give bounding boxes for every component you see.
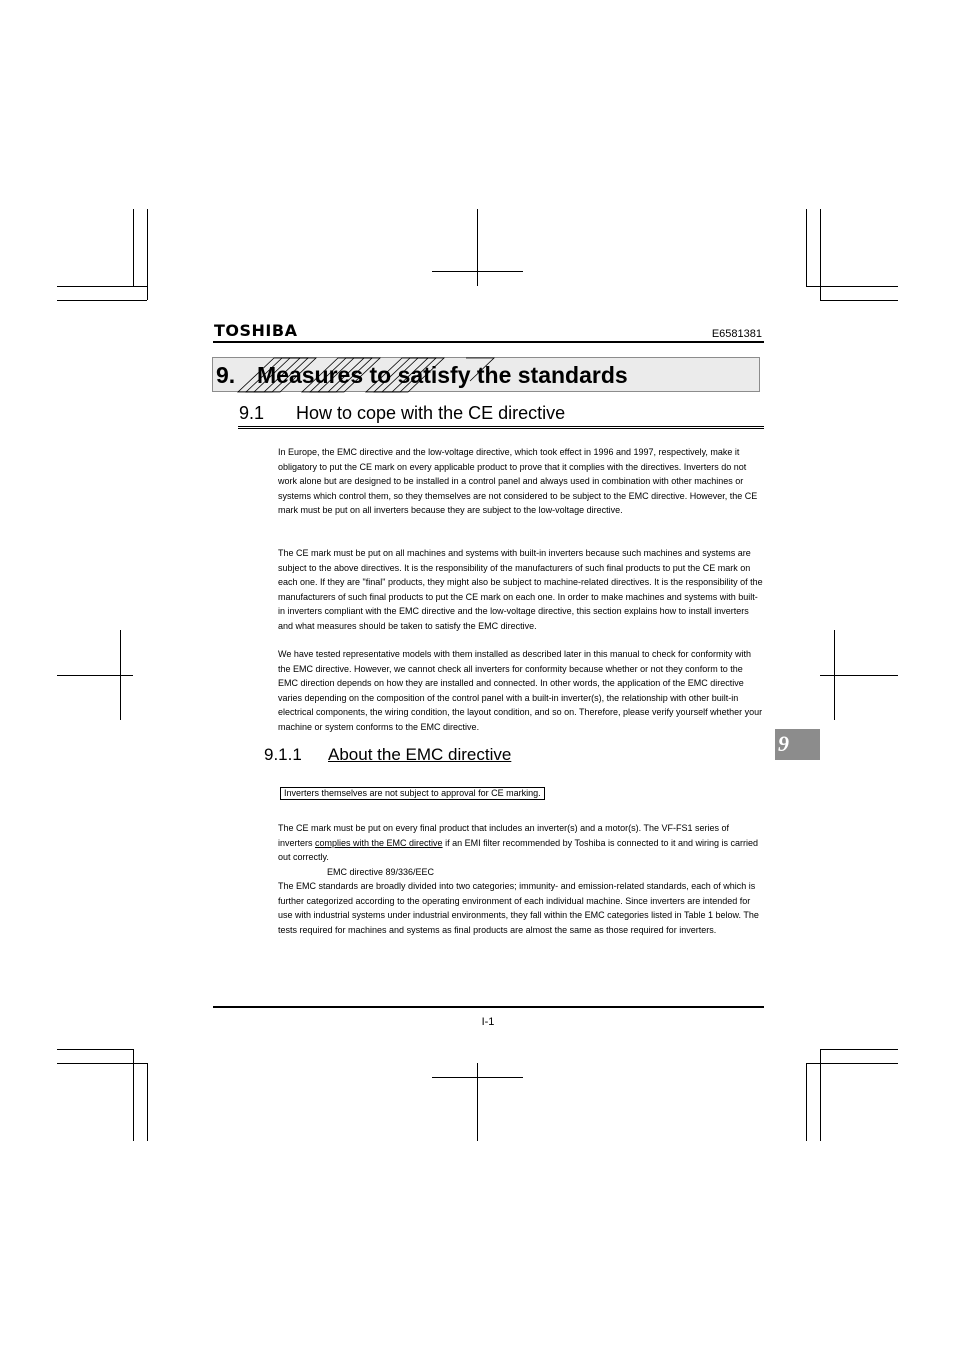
subsection-number: 9.1.1: [264, 745, 302, 764]
section-title: [239, 401, 565, 425]
intro-paragraph-3: We have tested representative models with them installed as described later in this manual to check for conformity with the EMC directive. However, we cannot check all inverters for conformity because whether or not they conform to the EMC direction depends on how they are installed and connected. In other words, the application of the EMC directive varies depending on the composition of the control panel with a built-in inverter(s), the relationship with other built-in electrical components, the wiring condition, the layout condition, and so on. Therefore, please verify yourself whether your machine or system conforms to the EMC directive.: [278, 649, 763, 732]
subsection-title-text: About the EMC directive: [328, 745, 512, 764]
header-rule: [213, 341, 764, 343]
section-title-text: How to cope with the CE directive: [296, 403, 566, 423]
emc-compliance-underlined: complies with the EMC directive: [315, 837, 443, 848]
chapter-title: [216, 360, 628, 390]
emc-text-before: The CE mark must be put on every final product that includes an inverter(s) and a motor(s). The VF-FS1 series of inverters: [278, 823, 730, 848]
note-box: Inverters themselves are not subject to approval for CE marking.: [280, 787, 545, 800]
toshiba-logo: TOSHIBA: [214, 321, 298, 340]
intro-paragraph-2: The CE mark must be put on all machines and systems with built-in inverters because such machines and systems are subject to the above directives. It is the responsibility of the manufacturers of such final products to put the CE mark on each one. If they are "final" products, they might also be subject to machine-related directives. It is the responsibility of the manufacturers of such final products to put the CE mark on each one. In order to make machines and systems with built-in inverters compliant with the EMC directive and the low-voltage directive, this section explains how to install inverters and what measures should be taken to satisfy the EMC directive.: [278, 548, 763, 631]
section-rule: [238, 428, 764, 429]
emc-text-after: if an EMI filter recommended by Toshiba is connected to it and wiring is carried out correctly.: [278, 837, 759, 862]
emc-paragraph: [278, 821, 764, 937]
footer-rule: [213, 1006, 764, 1008]
document-number: E6581381: [711, 328, 762, 340]
chapter-tab: 9: [775, 729, 820, 760]
section-number: 9.1: [239, 403, 265, 423]
chapter-title-text: Measures to satisfy the standards: [257, 362, 628, 388]
chapter-number: 9.: [216, 362, 236, 388]
emc-directive-line: EMC directive 89/336/EEC: [327, 866, 435, 877]
subsection-title: [264, 744, 511, 766]
section-rule: [238, 426, 764, 427]
emc-continuation: The EMC standards are broadly divided into two categories; immunity- and emission-related standards, each of which is further categorized according to the operating environment of each individual machine. Since inverters are intended for use with industrial systems under industrial environments, they fall within the EMC categories listed in Table 1 below. The tests required for machines and systems as final products are almost the same as those required for inverters.: [278, 881, 759, 935]
page-number: I-1: [481, 1016, 495, 1028]
intro-paragraph-1: In Europe, the EMC directive and the low-voltage directive, which took effect in 1996 and 1997, respectively, make it obligatory to put the CE mark on every applicable product to prove that it complies with the directives. Inverters do not work alone but are designed to be installed in a control panel and always used in combination with other machines or systems which control them, so they themselves are not considered to be subject to the EMC directive. However, the CE mark must be put on all inverters because they are subject to the low-voltage directive.: [278, 447, 758, 515]
